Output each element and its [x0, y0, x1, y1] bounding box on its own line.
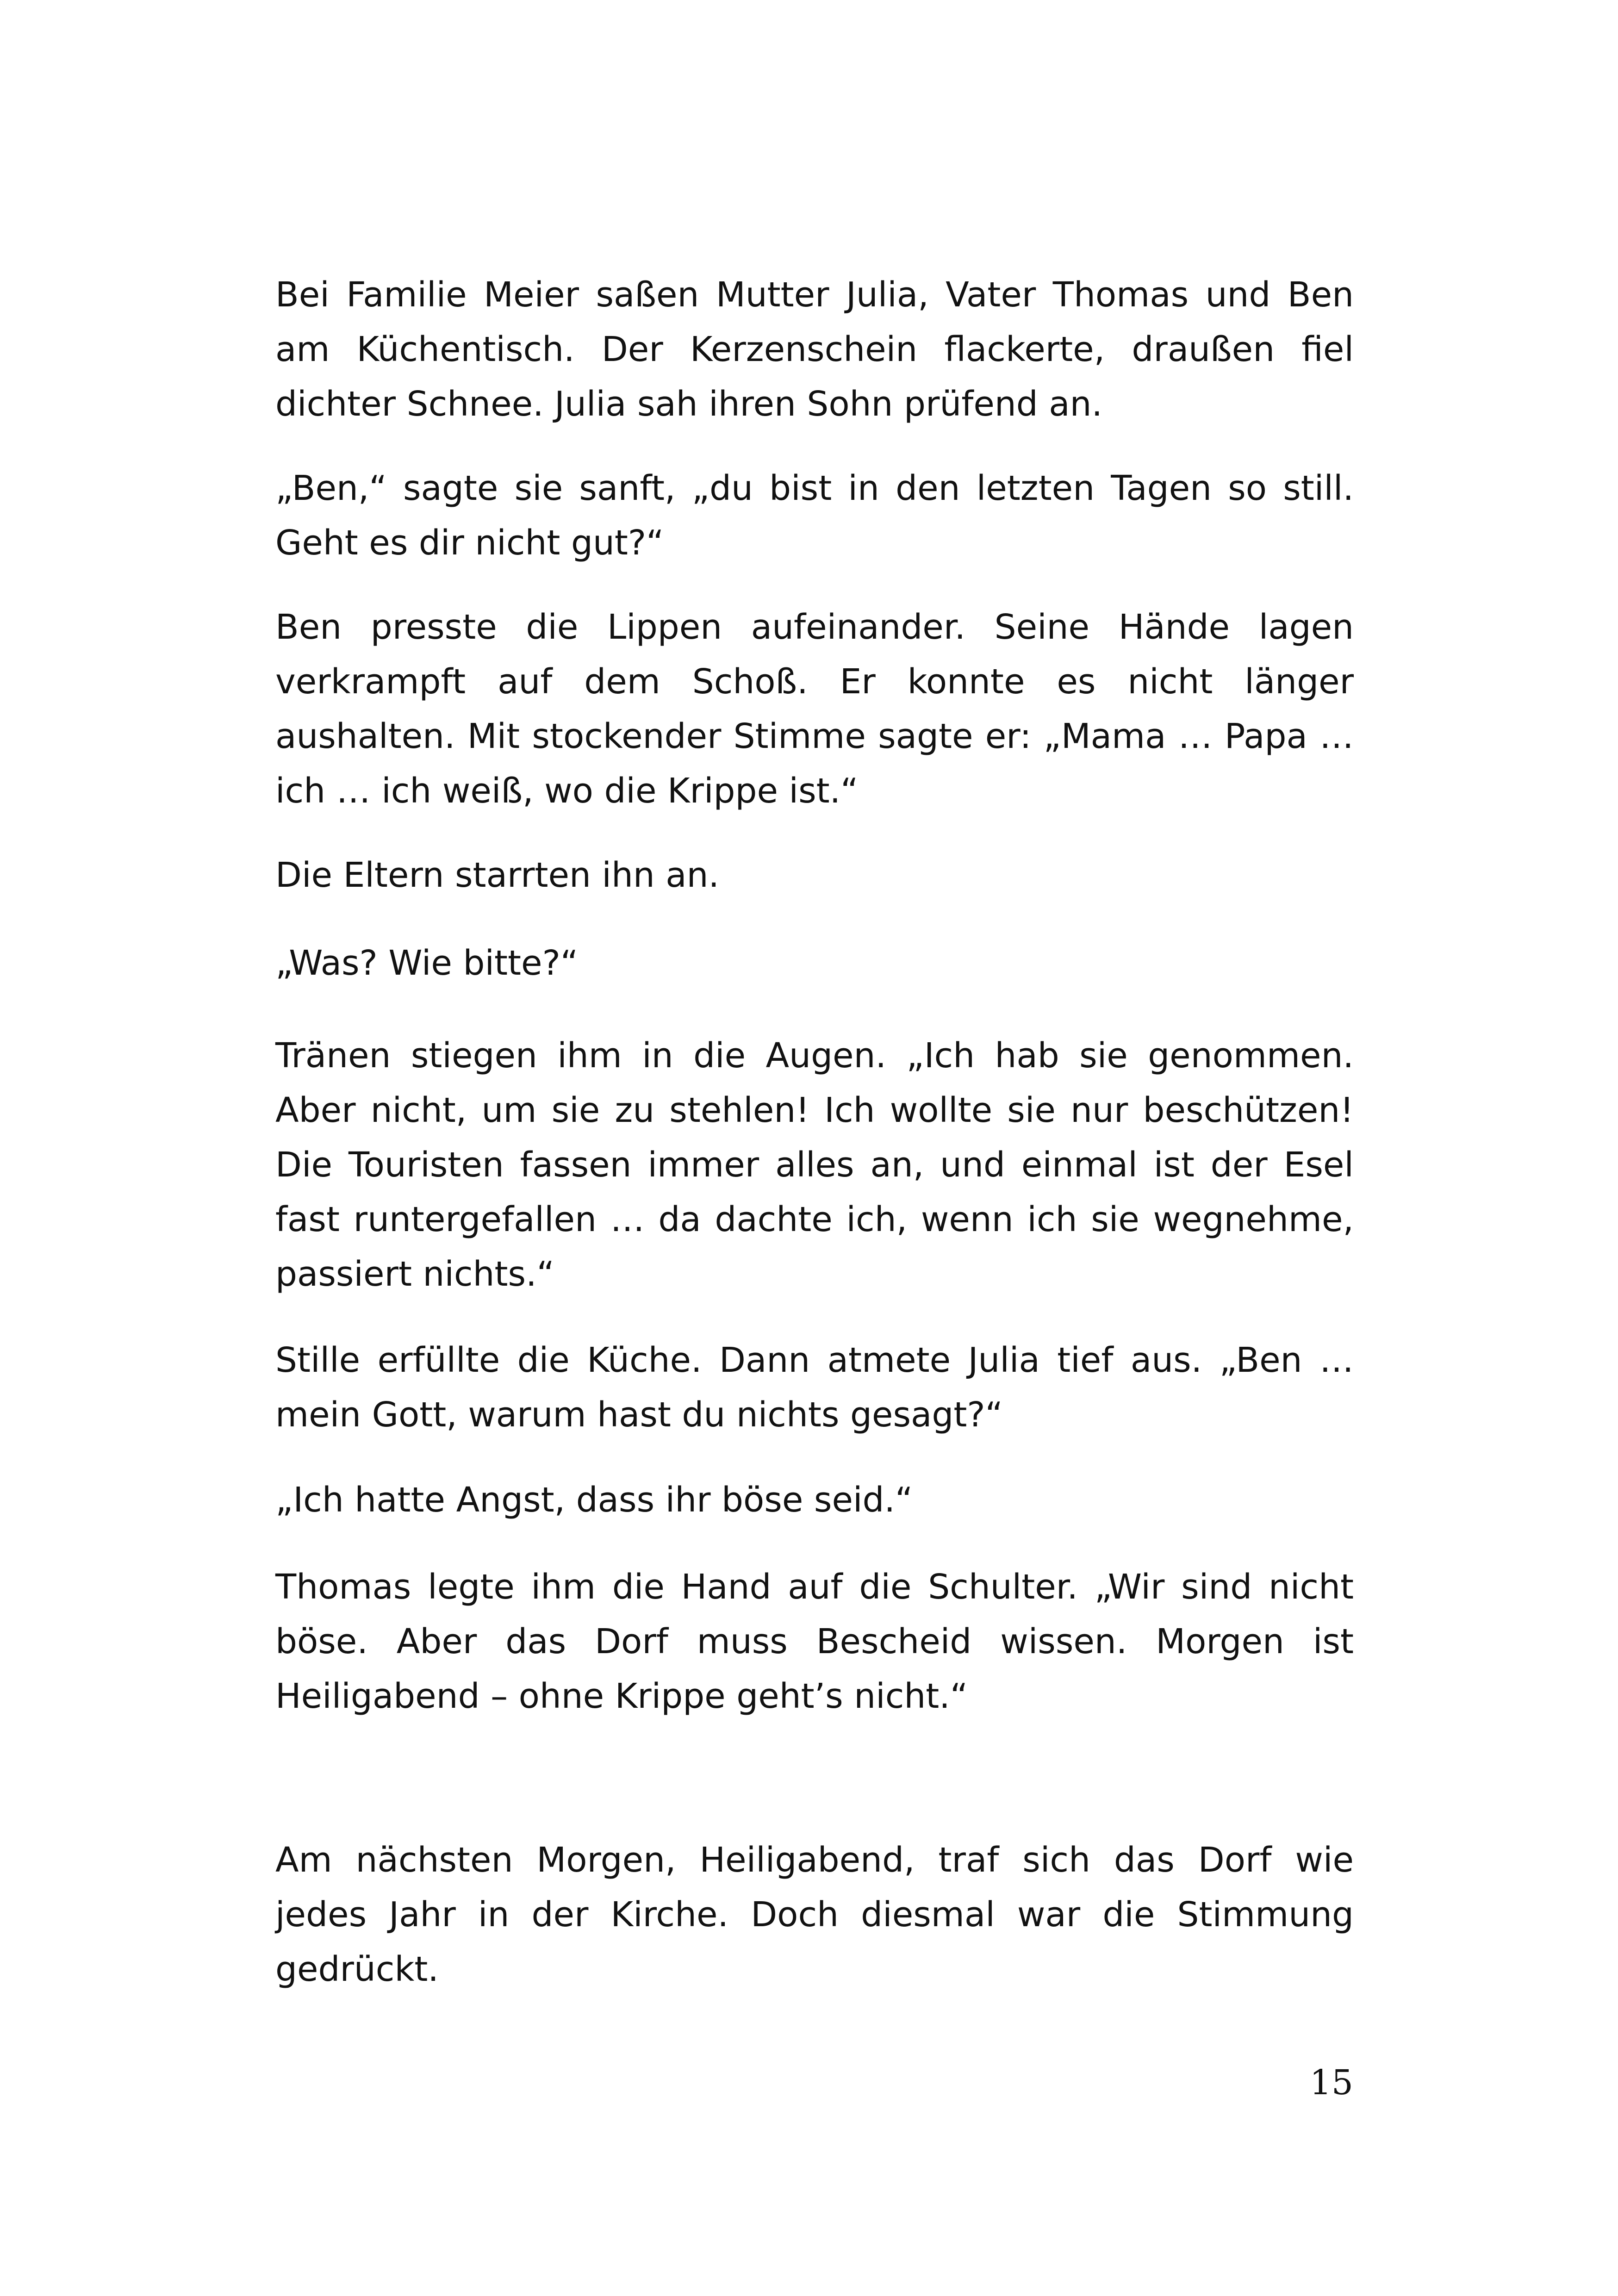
paragraph-silence: Stille erfüllte die Küche. Dann atmete Julia tief aus. „Ben … mein Gott, warum hast du nichts gesagt?“: [275, 1340, 1354, 1435]
paragraph-ben-confession: Ben presste die Lippen aufeinander. Seine Hände lagen verkrampft auf dem Schoß. Er konnte es nicht länger aushalten. Mit stockender Stimme sagte er: „Mama … Papa … ich … ich weiß, wo die Krippe ist.“: [275, 607, 1354, 811]
paragraph-next-morning: Am nächsten Morgen, Heiligabend, traf sich das Dorf wie jedes Jahr in der Kirche. Doch diesmal war die Stimmung gedrückt.: [275, 1840, 1354, 1989]
paragraph-parents-stare: Die Eltern starrten ihn an.: [275, 855, 720, 895]
paragraph-family-meier: Bei Familie Meier saßen Mutter Julia, Vater Thomas und Ben am Küchentisch. Der Kerzenschein flackerte, draußen fiel dichter Schnee. Julia sah ihren Sohn prüfend an.: [275, 275, 1354, 424]
paragraph-ben-question: „Ben,“ sagte sie sanft, „du bist in den letzten Tagen so still. Geht es dir nicht gut?“: [275, 468, 1354, 563]
page-number: 15: [1309, 2063, 1353, 2103]
paragraph-tears: Tränen stiegen ihm in die Augen. „Ich hab sie genommen. Aber nicht, um sie zu stehlen! Ich wollte sie nur beschützen! Die Touristen fassen immer alles an, und einmal ist der Esel fast runtergefallen … da dachte ich, wenn ich sie wegnehme, passiert nichts.“: [275, 1036, 1354, 1294]
paragraph-thomas: Thomas legte ihm die Hand auf die Schulter. „Wir sind nicht böse. Aber das Dorf muss Bescheid wissen. Morgen ist Heiligabend – ohne Krippe geht’s nicht.“: [275, 1567, 1354, 1716]
paragraph-what: „Was? Wie bitte?“: [275, 943, 579, 983]
paragraph-fear: „Ich hatte Angst, dass ihr böse seid.“: [275, 1480, 913, 1520]
